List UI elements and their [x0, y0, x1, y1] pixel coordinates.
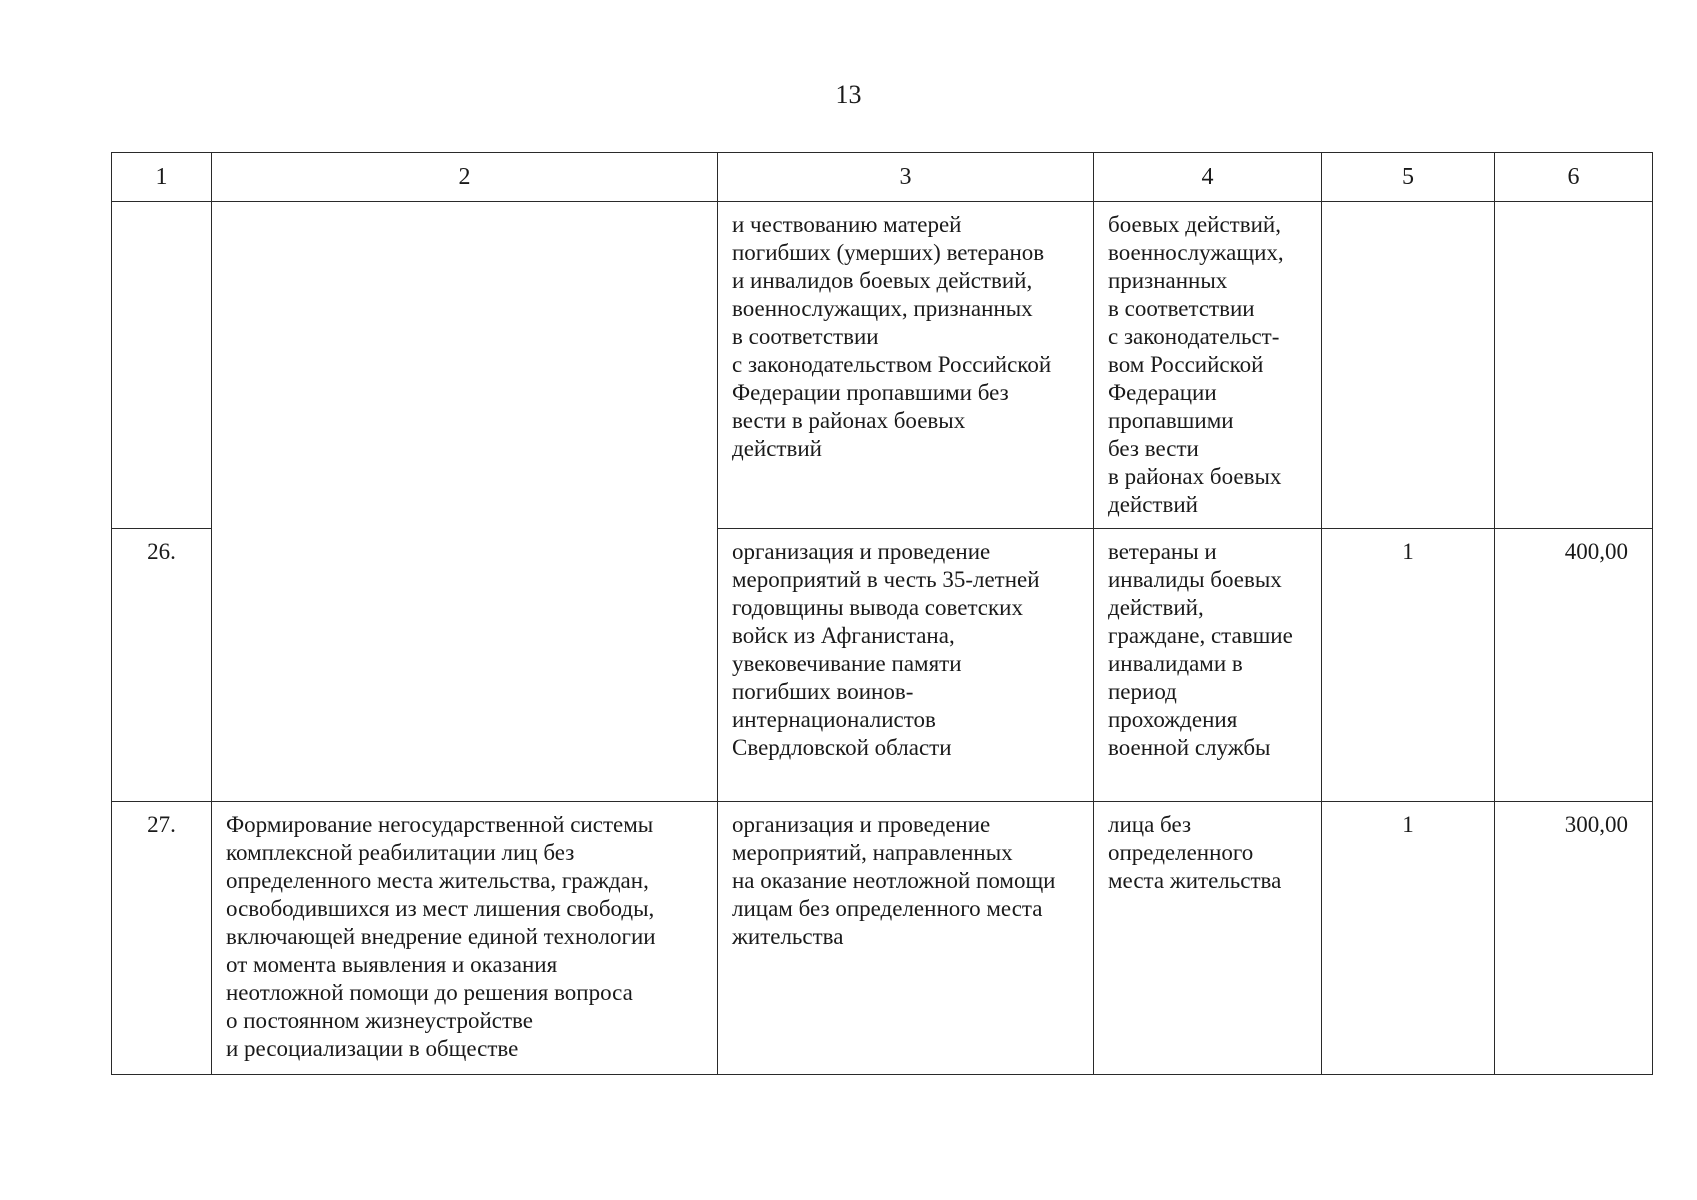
recipients-cell [1094, 802, 1322, 1075]
activity-cell [718, 802, 1094, 1075]
count-value: 1 [1402, 812, 1414, 837]
column-header-6: 6 [1495, 153, 1653, 202]
activity-text: и чествованию матерей погибших (умерших) ветеранов и инвалидов боевых действий, военнослужащих, признанных в соответствии с законодательством Российской Федерации пропавшими без вести в районах боевых действий [732, 212, 1052, 461]
row-number-cell [112, 529, 212, 802]
count-cell [1322, 802, 1495, 1075]
count-cell [1322, 202, 1495, 529]
row-number-cell [112, 802, 212, 1075]
count-value [1322, 202, 1494, 219]
amount-value: 400,00 [1564, 539, 1628, 564]
activity-text: организация и проведение мероприятий, направленных на оказание неотложной помощи лицам без определенного места жительства [732, 812, 1056, 949]
activity-cell [718, 529, 1094, 802]
column-header-2: 2 [212, 153, 718, 202]
count-cell [1322, 529, 1495, 802]
program-name: Формирование негосударственной системы комплексной реабилитации лиц без определенного места жительства, граждан, освободившихся из мест лишения свободы, включающей внедрение единой технологии от момента выявления и оказания неотложной помощи до решения вопроса о постоянном жизнеустройстве и ресоциализации в обществе [226, 812, 656, 1061]
row-number-cell [112, 202, 212, 529]
amount-cell [1495, 202, 1653, 529]
recipients-cell [1094, 529, 1322, 802]
activity-cell [718, 202, 1094, 529]
amount-value: 300,00 [1564, 812, 1628, 837]
recipients-cell [1094, 202, 1322, 529]
amount-cell [1495, 529, 1653, 802]
amount-cell [1495, 802, 1653, 1075]
table-row [112, 802, 1653, 1075]
recipients-text: лица без определенного места жительства [1108, 812, 1282, 893]
program-name [212, 202, 717, 219]
page-number [0, 80, 1697, 110]
table-header-row [112, 153, 1653, 202]
row-number: 26. [147, 539, 176, 564]
count-value: 1 [1402, 539, 1414, 564]
recipients-text: ветераны и инвалиды боевых действий, граждане, ставшие инвалидами в период прохождения военной службы [1108, 539, 1293, 760]
page-number-text: 13 [835, 80, 862, 109]
program-name-cell [212, 802, 718, 1075]
recipients-text: боевых действий, военнослужащих, признанных в соответствии с законодательст- вом Российской Федерации пропавшими без вести в районах боевых действий [1108, 212, 1284, 517]
column-header-5: 5 [1322, 153, 1495, 202]
activity-text: организация и проведение мероприятий в честь 35-летней годовщины вывода советских войск из Афганистана, увековечивание памяти погибших воинов- интернационалистов Свердловской области [732, 539, 1040, 760]
column-header-3: 3 [718, 153, 1094, 202]
column-header-4: 4 [1094, 153, 1322, 202]
column-header-1: 1 [112, 153, 212, 202]
table-row [112, 202, 1653, 529]
program-name-cell [212, 202, 718, 802]
row-number: 27. [147, 812, 176, 837]
amount-value [1495, 202, 1652, 219]
data-table [111, 152, 1653, 1075]
row-number [112, 202, 211, 219]
